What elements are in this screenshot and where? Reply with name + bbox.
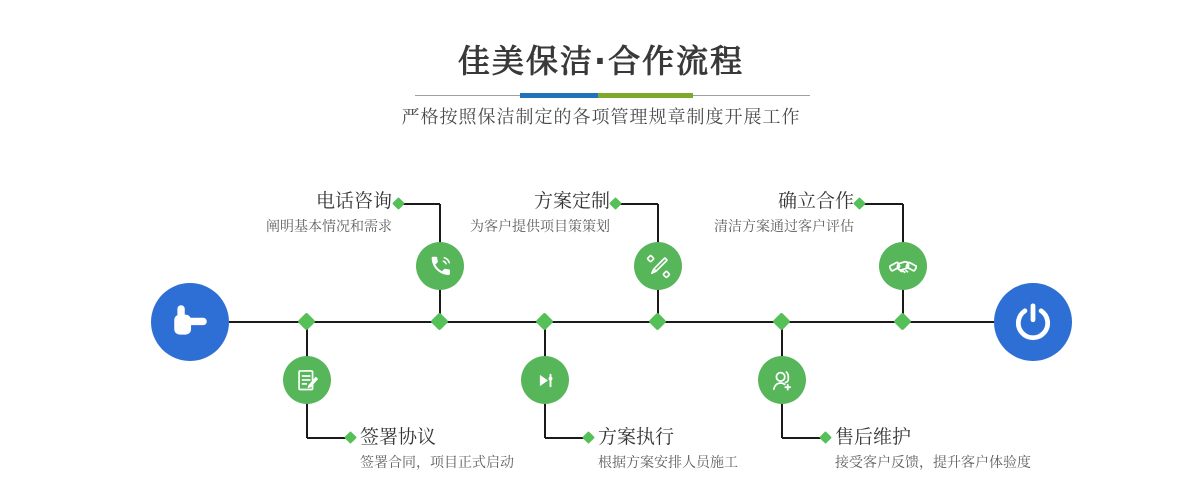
- phone-icon: [427, 253, 454, 280]
- connector-aftersale-horizontal: [782, 437, 822, 439]
- connector-phone-horizontal: [400, 203, 440, 205]
- step-label-contract: [360, 426, 514, 472]
- label-diamond-marker: [853, 197, 866, 210]
- step-node-phone: [416, 242, 464, 290]
- step-label-execute: [598, 426, 738, 472]
- step-title: 方案执行: [598, 426, 675, 448]
- label-diamond-marker: [609, 197, 622, 210]
- step-desc: 为客户提供项目策策划: [470, 219, 610, 235]
- step-title: 售后维护: [835, 426, 912, 448]
- axis-diamond-marker: [430, 312, 448, 330]
- step-title: 签署协议: [360, 426, 437, 448]
- connector-design-horizontal: [617, 203, 658, 205]
- connector-cooperate-horizontal: [861, 203, 903, 205]
- title-divider: [415, 93, 810, 98]
- step-label-design: [470, 190, 610, 236]
- step-title: 方案定制: [533, 190, 610, 212]
- label-diamond-marker: [582, 431, 595, 444]
- step-desc: 接受客户反馈，提升客户体验度: [835, 455, 1031, 471]
- page-title: 佳美保洁·合作流程: [457, 42, 745, 80]
- aftersale-service-icon: [768, 366, 796, 394]
- handshake-icon: [889, 252, 917, 280]
- axis-diamond-marker: [772, 312, 790, 330]
- step-node-design: [634, 242, 682, 290]
- step-label-handshake: [714, 190, 854, 236]
- axis-diamond-marker: [893, 312, 911, 330]
- divider-blue-segment: [520, 93, 598, 98]
- step-node-contract: [283, 356, 331, 404]
- step-desc: 根据方案安排人员施工: [598, 455, 738, 471]
- step-node-aftersale: [758, 356, 806, 404]
- timeline-end-node: [994, 283, 1072, 361]
- power-icon: [1011, 300, 1055, 344]
- step-title: 确立合作: [777, 190, 854, 212]
- pencil-design-icon: [645, 253, 672, 280]
- axis-diamond-marker: [535, 312, 553, 330]
- label-diamond-marker: [344, 431, 357, 444]
- page-subtitle: 严格按照保洁制定的各项管理规章制度开展工作: [401, 107, 801, 128]
- timeline-start-node: [151, 283, 229, 361]
- step-node-execute: [521, 356, 569, 404]
- step-label-aftersale: [835, 426, 1031, 472]
- axis-diamond-marker: [297, 312, 315, 330]
- step-label-phone: [266, 190, 392, 236]
- label-diamond-marker: [819, 431, 832, 444]
- contract-sign-icon: [294, 367, 321, 394]
- step-desc: 阐明基本情况和需求: [266, 219, 392, 235]
- connector-execute-horizontal: [545, 437, 585, 439]
- connector-sign-horizontal: [307, 437, 347, 439]
- divider-green-segment: [598, 93, 693, 98]
- pointing-hand-icon: [169, 301, 211, 343]
- timeline-axis: [229, 321, 994, 323]
- axis-diamond-marker: [648, 312, 666, 330]
- label-diamond-marker: [392, 197, 405, 210]
- step-title: 电话咨询: [315, 190, 392, 212]
- step-desc: 签署合同，项目正式启动: [360, 455, 514, 471]
- step-desc: 清洁方案通过客户评估: [714, 219, 854, 235]
- play-execute-icon: [532, 367, 559, 394]
- step-node-handshake: [879, 242, 927, 290]
